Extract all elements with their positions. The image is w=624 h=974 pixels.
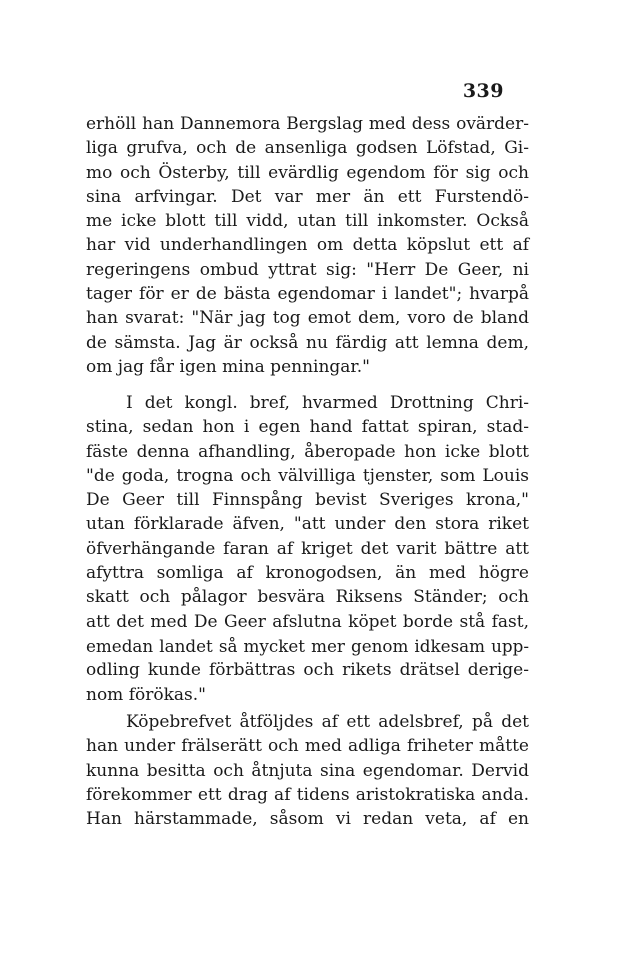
text-line: han svarat: "När jag tog emot dem, voro de bland bbox=[86, 308, 529, 329]
text-line: emedan landet så mycket mer genom idkesam upp- bbox=[86, 635, 529, 656]
text-line: odling kunde förbättras och rikets drätsel derige- bbox=[86, 660, 529, 681]
text-line: förekommer ett drag af tidens aristokratiska anda. bbox=[86, 784, 529, 805]
text-line: Köpebrefvet åtföljdes af ett adelsbref, på det bbox=[126, 712, 529, 732]
text-line: om jag får igen mina penningar." bbox=[86, 356, 370, 377]
text-line: han under frälserätt och med adliga friheter måtte bbox=[86, 736, 529, 757]
text-line: kunna besitta och åtnjuta sina egendomar. Dervid bbox=[86, 760, 529, 781]
paragraph-1 bbox=[86, 112, 529, 379]
text-line: nom förökas." bbox=[86, 684, 206, 705]
text-line: stina, sedan hon i egen hand fattat spiran, stad- bbox=[86, 417, 529, 438]
text-line: I det kongl. bref, hvarmed Drottning Chri- bbox=[126, 393, 529, 413]
page-number: 339 bbox=[462, 80, 504, 102]
text-line: att det med De Geer afslutna köpet borde stå fast, bbox=[86, 611, 529, 632]
text-line: utan förklarade äfven, "att under den stora riket bbox=[86, 514, 529, 535]
text-line: me icke blott till vidd, utan till inkomster. Också bbox=[86, 211, 529, 232]
text-line: sina arfvingar. Det var mer än ett Furstendö- bbox=[86, 186, 529, 207]
text-line: erhöll han Dannemora Bergslag med dess ovärder- bbox=[86, 114, 529, 134]
text-line: liga grufva, och de ansenliga godsen Löfstad, Gi- bbox=[86, 138, 529, 159]
text-line: regeringens ombud yttrat sig: "Herr De Geer, ni bbox=[86, 259, 529, 280]
text-line: fäste denna afhandling, åberopade hon icke blott bbox=[86, 441, 529, 462]
paragraph-3 bbox=[86, 710, 529, 831]
text-line: öfverhängande faran af kriget det varit bättre att bbox=[86, 538, 529, 559]
text-line: afyttra somliga af kronogodsen, än med högre bbox=[86, 563, 529, 584]
text-line: De Geer till Finnspång bevist Sveriges krona," bbox=[86, 490, 529, 511]
paragraph-2 bbox=[86, 391, 529, 707]
text-line: de sämsta. Jag är också nu färdig att lemna dem, bbox=[86, 332, 529, 353]
text-line: har vid underhandlingen om detta köpslut ett af bbox=[86, 235, 529, 256]
text-line: "de goda, trogna och välvilliga tjenster, som Louis bbox=[86, 465, 529, 486]
text-line: tager för er de bästa egendomar i landet"; hvarpå bbox=[86, 284, 529, 305]
text-line: skatt och pålagor besvära Riksens Ständer; och bbox=[86, 587, 529, 608]
text-line: mo och Österby, till evärdlig egendom för sig och bbox=[86, 162, 529, 183]
text-line: Han härstammade, såsom vi redan veta, af en bbox=[86, 809, 529, 830]
